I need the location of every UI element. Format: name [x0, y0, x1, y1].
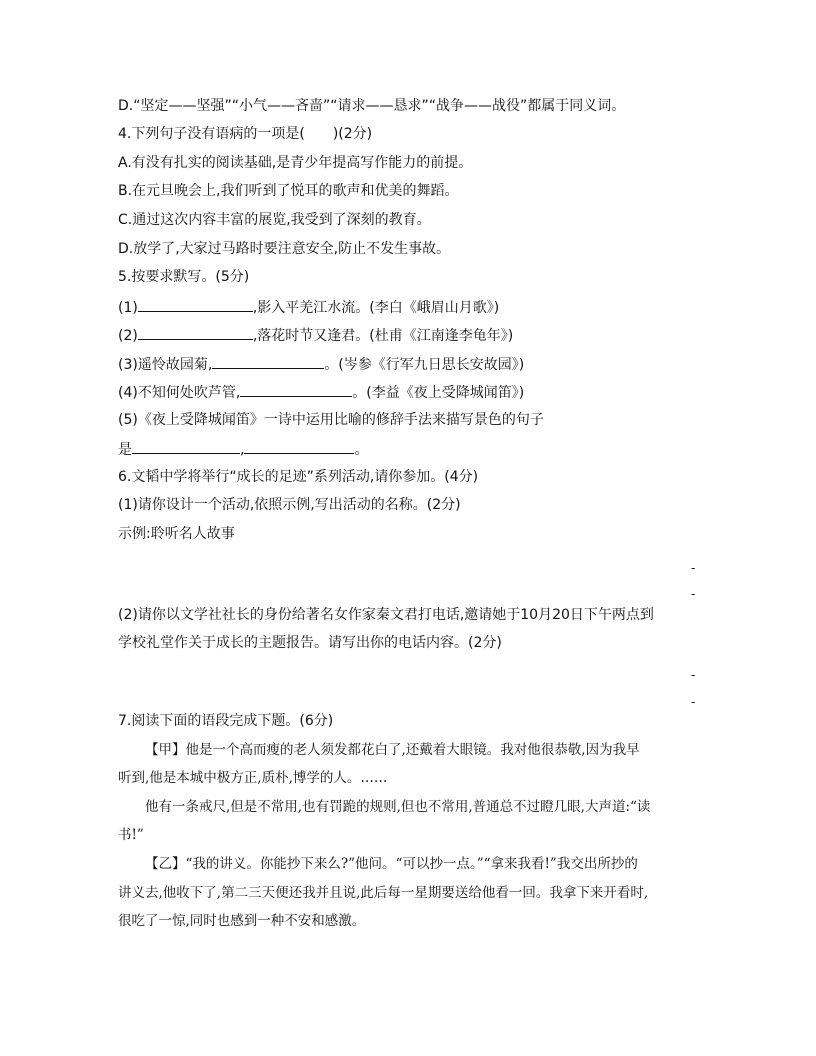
q5-item-4: [118, 382, 524, 402]
answer-blank[interactable]: [138, 297, 253, 312]
answer-blank[interactable]: [212, 354, 324, 369]
q5-item-3: [118, 354, 524, 374]
answer-comma: ,: [240, 442, 245, 458]
q5-item-2-num: (2): [118, 328, 138, 344]
q5-item-4-text: (4)不知何处吹芦管,: [118, 385, 241, 401]
q5-item-2: [118, 325, 513, 345]
passage-yi-line-3: 很吃了一惊,同时也感到一种不安和感激。: [118, 913, 366, 929]
q5-item-3-source: 。(岑参《行军九日思长安故园》): [324, 357, 525, 373]
passage-jia-line-3: 他有一条戒尺,但是不常用,也有罚跪的规则,但也不常用,普通总不过瞪几眼,大声道:“读: [145, 799, 651, 815]
answer-line-mark: -: [691, 695, 696, 709]
q7-stem: 7.阅读下面的语段完成下题。(6分): [118, 713, 334, 729]
passage-yi-line-1: 【乙】“我的讲义。你能抄下来么?”他问。“可以抄一点。”“拿来我看!”我交出所抄的: [145, 856, 638, 872]
answer-period: 。: [354, 442, 369, 458]
passage-jia-line-2: 听到,他是本城中极方正,质朴,博学的人。……: [118, 770, 388, 786]
q6-example: 示例:聆听名人故事: [118, 526, 235, 542]
q6-stem: 6.文韬中学将举行“成长的足迹”系列活动,请你参加。(4分): [118, 469, 479, 485]
answer-blank[interactable]: [138, 325, 253, 340]
q5-item-2-text: ,落花时节又逢君。(杜甫《江南逢李龟年》): [252, 328, 514, 344]
q5-item-4-source: 。(李益《夜上受降城闻笛》): [352, 385, 525, 401]
q6-sub-2: (2)请你以文学社社长的身份给著名女作家秦文君打电话,邀请她于10月20日下午两点到: [118, 607, 654, 623]
answer-prefix: 是: [118, 442, 132, 458]
q5-item-1-text: ,影入平羌江水流。(李白《峨眉山月歌》): [252, 300, 500, 316]
q5-item-3-text: (3)遥怜故园菊,: [118, 357, 213, 373]
q6-sub-2-cont: 学校礼堂作关于成长的主题报告。请写出你的电话内容。(2分): [118, 635, 502, 651]
answer-blank[interactable]: [244, 439, 354, 454]
q4-stem: 4.下列句子没有语病的一项是( )(2分): [118, 126, 373, 142]
answer-line-mark: -: [691, 587, 696, 601]
q4-option-d: D.放学了,大家过马路时要注意安全,防止不发生事故。: [118, 241, 451, 257]
answer-blank[interactable]: [240, 382, 352, 397]
passage-jia-line-1: 【甲】他是一个高而瘦的老人须发都花白了,还戴着大眼镜。我对他很恭敬,因为我早: [145, 742, 640, 758]
passage-jia-line-4: 书!”: [118, 827, 144, 843]
answer-line-mark: -: [691, 668, 696, 682]
q5-item-5: (5)《夜上受降城闻笛》一诗中运用比喻的修辞手法来描写景色的句子: [118, 412, 544, 428]
q5-item-1: [118, 297, 499, 317]
q4-option-a: A.有没有扎实的阅读基础,是青少年提高写作能力的前提。: [118, 155, 473, 171]
q4-option-b: B.在元旦晚会上,我们听到了悦耳的歌声和优美的舞蹈。: [118, 183, 459, 199]
q5-stem: 5.按要求默写。(5分): [118, 269, 250, 285]
answer-line-mark: -: [691, 561, 696, 575]
q6-sub-1: (1)请你设计一个活动,依照示例,写出活动的名称。(2分): [118, 497, 461, 513]
q5-item-1-num: (1): [118, 300, 138, 316]
q4-option-c: C.通过这次内容丰富的展览,我受到了深刻的教育。: [118, 212, 431, 228]
answer-blank[interactable]: [132, 439, 240, 454]
passage-yi-line-2: 讲义去,他收下了,第二三天便还我并且说,此后每一星期要送给他看一回。我拿下来开看时,: [118, 885, 649, 901]
q3-option-d: D.“坚定——坚强”“小气——吝啬”“请求——恳求”“战争——战役”都属于同义词。: [118, 98, 626, 114]
q5-item-5-answer: [118, 439, 368, 459]
